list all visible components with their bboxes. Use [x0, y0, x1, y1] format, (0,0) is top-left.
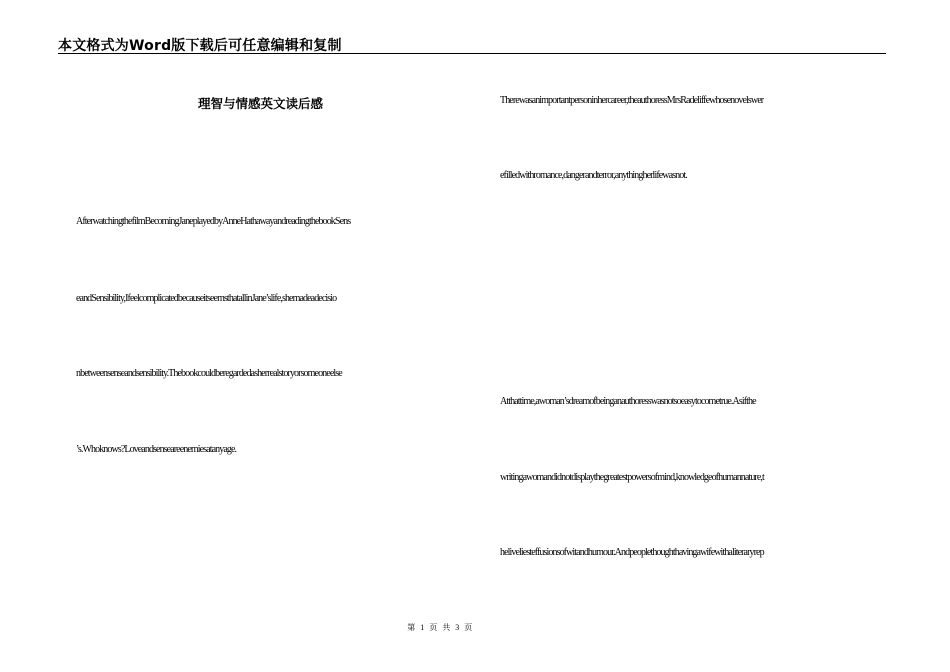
- paragraph-line: eandSensibility,IfeelcomplicatedbecauseitseemsthatallinJane’slife,shemadeadecisio: [76, 293, 337, 304]
- header-text: 本文格式为Word版下载后可任意编辑和复制: [58, 38, 342, 54]
- paragraph-line: AfterwatchingthefilmBecomingJaneplayedbyAnneHathawayandreadingthebookSens: [76, 216, 351, 227]
- total-pages: 3: [455, 623, 460, 632]
- page-number: 1: [420, 623, 425, 632]
- paragraph-line: efilledwithromance,dangerandterror,anythingherlifewasnot.: [500, 170, 687, 181]
- page-footer: [0, 622, 880, 633]
- paragraph-line: Atthattime,awoman’sdreamofbeinganauthoresswasnotsoeasytocometrue.Asifthe: [500, 396, 756, 407]
- paragraph-line: heliveliesteffusionsofwitandhumour.Andpeoplethoughthavingawifewithaliteraryrep: [500, 547, 764, 558]
- header-divider: [58, 53, 886, 54]
- paragraph-line: Therewasanimportantpersoninhercareer,theauthoressMrsRadeliffewhosenovelswer: [500, 95, 764, 106]
- footer-total-prefix: 共: [442, 623, 451, 632]
- footer-total-unit: 页: [464, 623, 473, 632]
- footer-prefix: 第: [407, 623, 416, 632]
- document-title: 理智与情感英文读后感: [197, 96, 323, 111]
- paragraph-line: writingawomandidnotdisplaythegreatestpowersofmind,knowledgeofhumannature,t: [500, 472, 764, 483]
- paragraph-line: nbetweensenseandsensibility.Thebookcouldberegardedasherrealstoryorsomeoneelse: [76, 368, 342, 379]
- footer-page-unit: 页: [429, 623, 438, 632]
- paragraph-line: ’s.Whoknows?Loveandsenseareenemiesatanyage.: [76, 444, 237, 455]
